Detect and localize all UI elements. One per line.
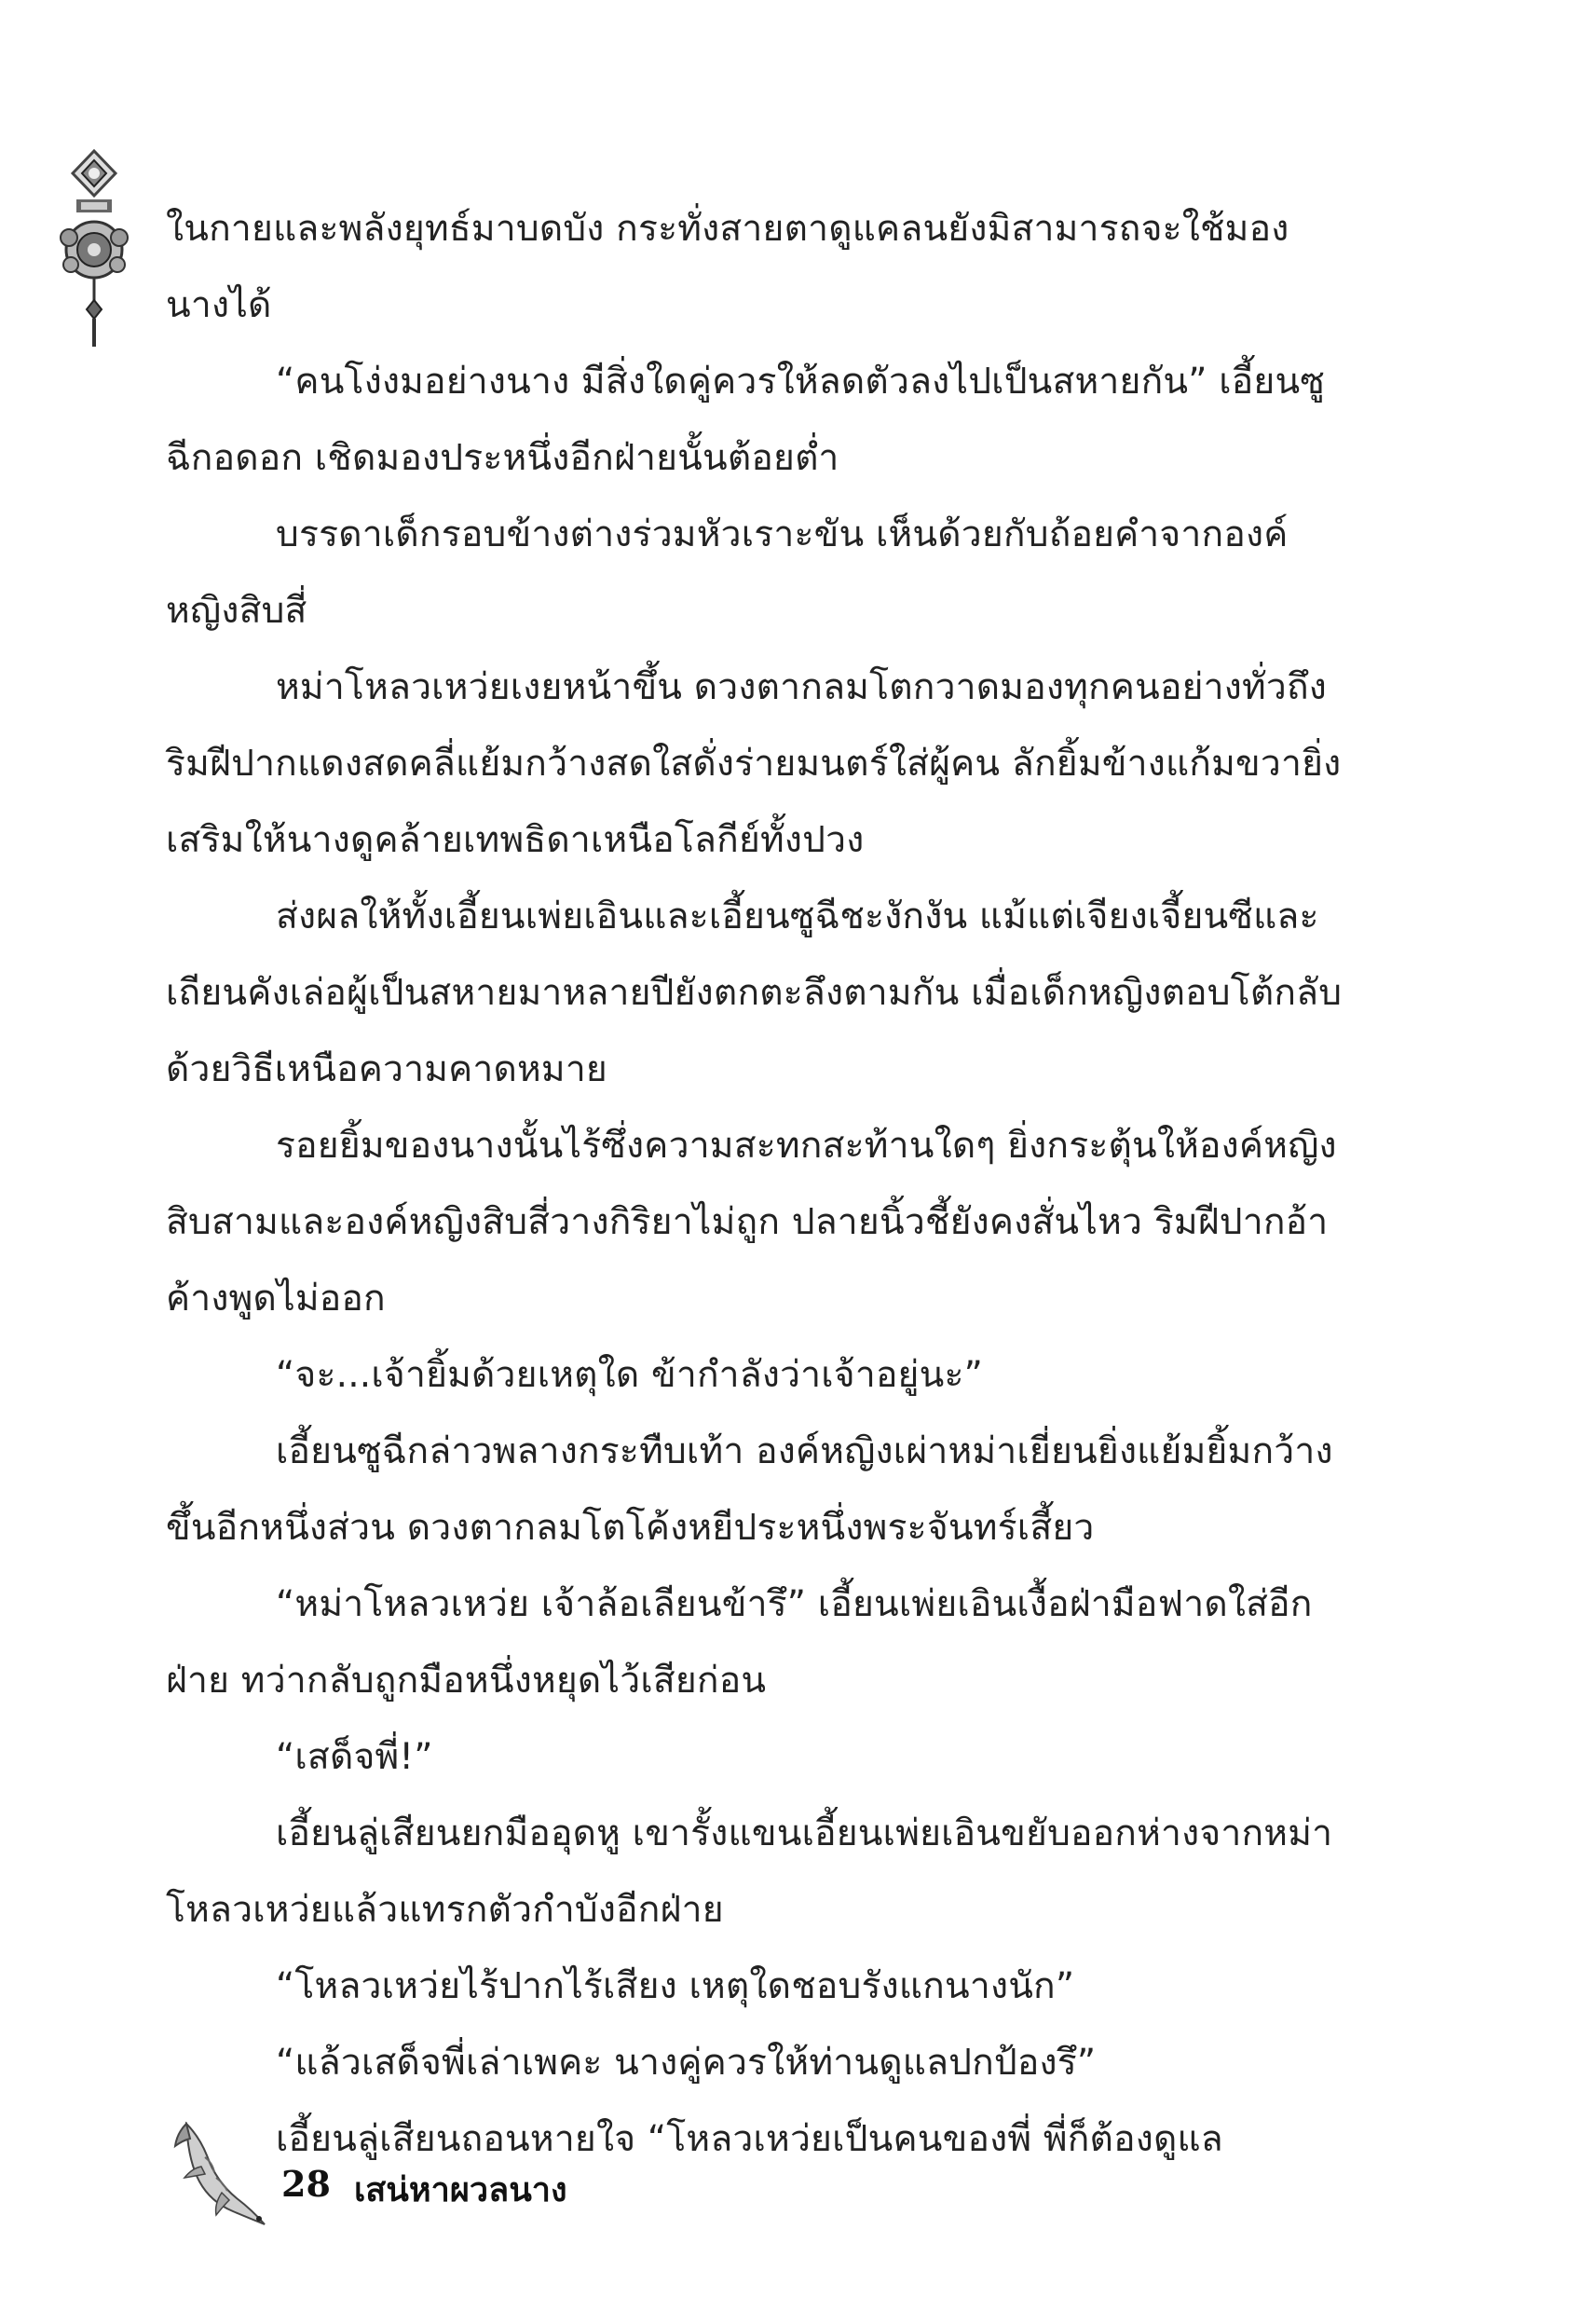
paragraph: “คนโง่งมอย่างนาง มีสิ่งใดคู่ควรให้ลดตัวลงไปเป็นสหายกัน” เอี้ยนซูฉีกอดอก เชิดมองประหนึ่งอีกฝ่ายนั้นต้อยต่ำ (166, 361, 1325, 479)
paragraph: “จะ...เจ้ายิ้มด้วยเหตุใด ข้ากำลังว่าเจ้าอยู่นะ” (276, 1354, 984, 1396)
paragraph: ส่งผลให้ทั้งเอี้ยนเพ่ยเอินและเอี้ยนซูฉีชะงักงัน แม้แต่เจียงเจี้ยนซีและเถียนคังเล่อผู้เป็นสหายมาหลายปียังตกตะลึงตามกัน เมื่อเด็กหญิงตอบโต้กลับด้วยวิธีเหนือความคาดหมาย (166, 896, 1343, 1090)
page-number: 28 (281, 2163, 331, 2205)
ornamental-emblem-icon (58, 149, 130, 349)
paragraph: “หม่าโหลวเหว่ย เจ้าล้อเลียนข้ารึ” เอี้ยนเพ่ยเอินเงื้อฝ่ามือฟาดใส่อีกฝ่าย ทว่ากลับถูกมือหนึ่งหยุดไว้เสียก่อน (166, 1583, 1313, 1702)
paragraph: รอยยิ้มของนางนั้นไร้ซึ่งความสะทกสะท้านใดๆ ยิ่งกระตุ้นให้องค์หญิงสิบสามและองค์หญิงสิบสี่วางกิริยาไม่ถูก ปลายนิ้วชี้ยังคงสั่นไหว ริมฝีปากอ้าค้างพูดไม่ออก (166, 1125, 1337, 1320)
paragraph: เอี้ยนซูฉีกล่าวพลางกระทืบเท้า องค์หญิงเผ่าหม่าเยี่ยนยิ่งแย้มยิ้มกว้างขึ้นอีกหนึ่งส่วน ดวงตากลมโตโค้งหยีประหนึ่งพระจันทร์เสี้ยว (166, 1430, 1333, 1549)
paragraph: “โหลวเหว่ยไร้ปากไร้เสียง เหตุใดชอบรังแกนางนัก” (276, 1965, 1075, 2007)
body-text (166, 191, 1344, 2178)
paragraph: ในกายและพลังยุทธ์มาบดบัง กระทั่งสายตาดูแคลนยังมิสามารถจะใช้มองนางได้ (166, 208, 1289, 326)
paragraph: เอี้ยนลู่เสียนถอนหายใจ “โหลวเหว่ยเป็นคนของพี่ พี่ก็ต้องดูแล (276, 2118, 1223, 2160)
paragraph: หม่าโหลวเหว่ยเงยหน้าขึ้น ดวงตากลมโตกวาดมองทุกคนอย่างทั่วถึง ริมฝีปากแดงสดคลี่แย้มกว้างสดใสดั่งร่ายมนตร์ใส่ผู้คน ลักยิ้มข้างแก้มขวายิ่งเสริมให้นางดูคล้ายเทพธิดาเหนือโลกีย์ทั้งปวง (166, 666, 1342, 861)
koi-fish-icon (168, 2120, 280, 2230)
book-title: เสน่หาผวลนาง (354, 2170, 567, 2209)
page-footer (168, 2120, 727, 2232)
paragraph: เอี้ยนลู่เสียนยกมืออุดหู เขารั้งแขนเอี้ยนเพ่ยเอินขยับออกห่างจากหม่าโหลวเหว่ยแล้วแทรกตัวกำบังอีกฝ่าย (166, 1812, 1333, 1931)
paragraph: บรรดาเด็กรอบข้างต่างร่วมหัวเราะขัน เห็นด้วยกับถ้อยคำจากองค์หญิงสิบสี่ (166, 513, 1289, 632)
paragraph: “แล้วเสด็จพี่เล่าเพคะ นางคู่ควรให้ท่านดูแลปกป้องรึ” (276, 2042, 1097, 2084)
paragraph: “เสด็จพี่!” (276, 1736, 433, 1778)
